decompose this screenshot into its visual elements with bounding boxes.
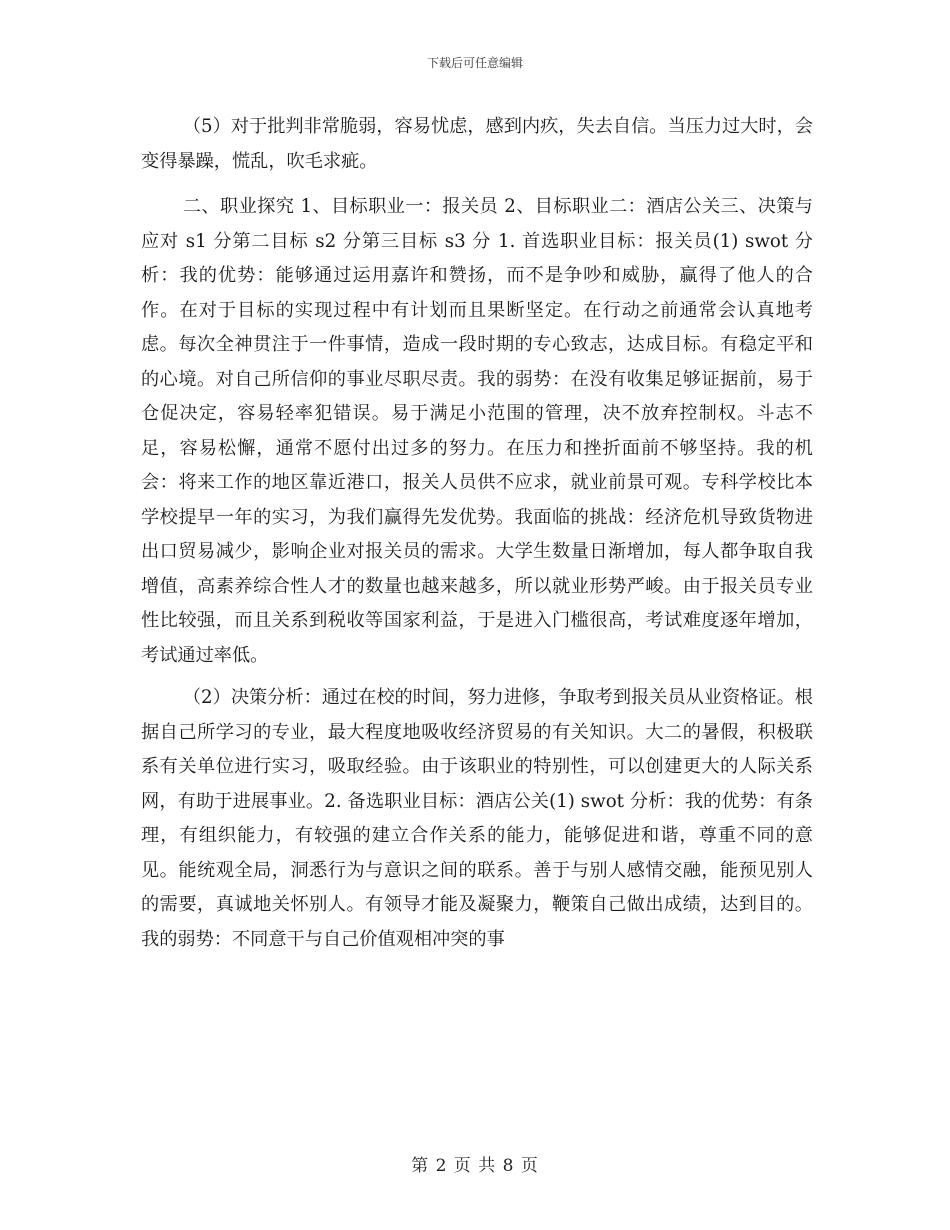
paragraph-3: （2）决策分析：通过在校的时间，努力进修，争取考到报关员从业资格证。根据自己所学习的专业，最大程度地吸收经济贸易的有关知识。大二的暑假，积极联系有关单位进行实习，吸取经验。由于该职业的特别性，可以创建更大的人际关系网，有助于进展事业。2. 备选职业目标：酒店公关(1) swot 分析：我的优势：有条理，有组织能力，有较强的建立合作关系的能力，能够促进和谐，尊重不同的意见。能统观全局，洞悉行为与意识之间的联系。善于与别人感情交融，能预见别人的需要，真诚地关怀别人。有领导才能及凝聚力，鞭策自己做出成绩，达到目的。我的弱势：不同意干与自己价值观相冲突的事 xyxy=(141,687,813,950)
paragraph-2: 二、职业探究 1、目标职业一：报关员 2、目标职业二：酒店公关三、决策与应对 s1 分第二目标 s2 分第三目标 s3 分 1. 首选职业目标：报关员(1) swot 分析：我的优势：能够通过运用嘉许和赞扬，而不是争吵和威胁，赢得了他人的合作。在对于目标的实现过程中有计划而且果断坚定。在行动之前通常会认真地考虑。每次全神贯注于一件事情，造成一段时期的专心致志，达成目标。有稳定平和的心境。对自己所信仰的事业尽职尽责。我的弱势：在没有收集足够证据前，易于仓促决定，容易轻率犯错误。易于满足小范围的管理，决不放弃控制权。斗志不足，容易松懈，通常不愿付出过多的努力。在压力和挫折面前不够坚持。我的机会：将来工作的地区靠近港口，报关人员供不应求，就业前景可观。专科学校比本学校提早一年的实习，为我们赢得先发优势。我面临的挑战：经济危机导致货物进出口贸易减少，影响企业对报关员的需求。大学生数量日渐增加，每人都争取自我增值，高素养综合性人才的数量也越来越多，所以就业形势严峻。由于报关员专业性比较强，而且关系到税收等国家利益，于是进入门槛很高，考试难度逐年增加，考试通过率低。 xyxy=(141,196,813,666)
document-body xyxy=(141,110,813,957)
page-header: 下载后可任意编辑 xyxy=(426,56,523,70)
paragraph-1: （5）对于批判非常脆弱，容易忧虑，感到内疚，失去自信。当压力过大时，会变得暴躁，慌乱，吹毛求疵。 xyxy=(141,116,813,172)
page-number: 第 2 页 共 8 页 xyxy=(411,1156,539,1176)
